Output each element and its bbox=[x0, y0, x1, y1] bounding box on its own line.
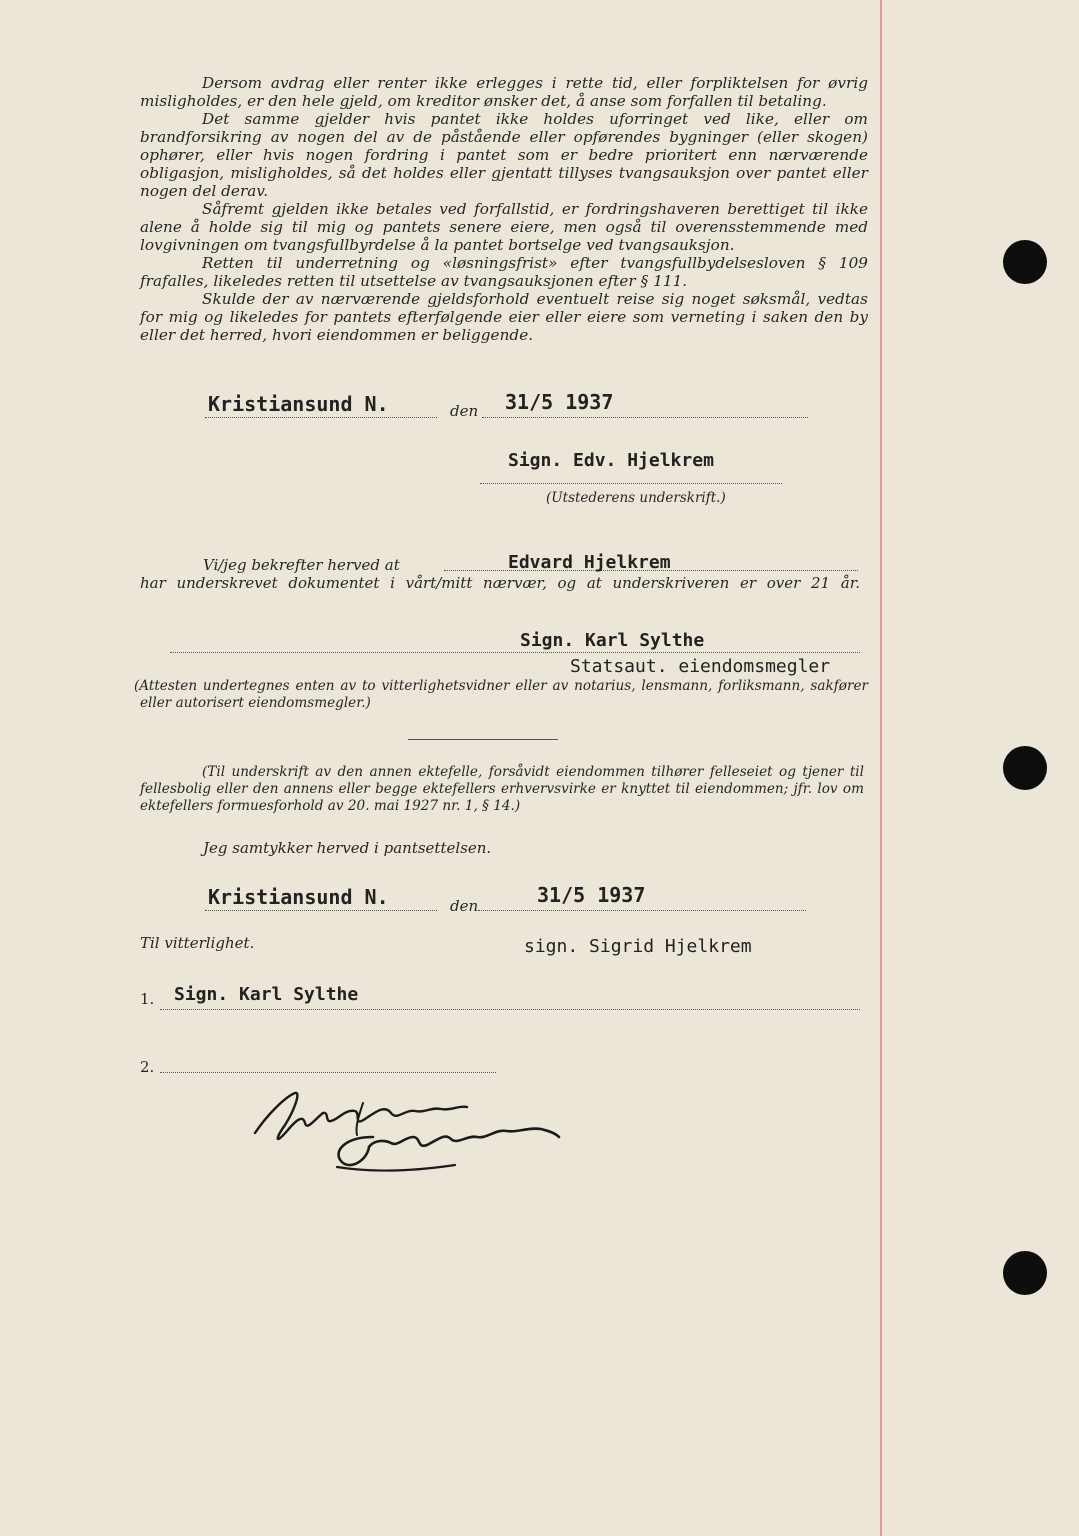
terms-paragraph: Skulde der av nærværende gjeldsforhold eventuelt reise sig noget søksmål, vedtas for mig og likeledes for pantets efterfølgende eier eller eiere som verneting i saken den by eller det herred, hvori eiendommen er beliggende. bbox=[140, 290, 868, 344]
terms-paragraph: Retten til underretning og «løsningsfrist» efter tvangsfullbydelsesloven § 109 frafalles, likeledes retten til utsettelse av tvangsauksjonen efter § 111. bbox=[140, 254, 868, 290]
dotted-line bbox=[480, 483, 782, 484]
witness-number: 2. bbox=[140, 1058, 155, 1076]
spouse-consent: Jeg samtykker herved i pantsettelsen. bbox=[203, 839, 492, 857]
attest-note-text: (Attesten undertegnes enten av to vitterlighetsvidner eller av notarius, lensmann, forliksmann, sakfører eller autorisert eiendomsmegler.) bbox=[134, 678, 868, 711]
den-label: den bbox=[450, 897, 479, 915]
dotted-line bbox=[482, 417, 808, 418]
handwritten-stroke bbox=[337, 1165, 455, 1171]
terms-paragraph: Såfremt gjelden ikke betales ved forfallstid, er fordringshaveren berettiget til ikke alene å holde sig til mig og pantets senere eiere, men også til overensstemmende med lovgivningen om tvangsfullbyrdelse å la pantet bortselge ved tvangsauksjon. bbox=[140, 200, 868, 254]
handwritten-signature bbox=[245, 1075, 575, 1185]
witness-1-signature: Sign. Karl Sylthe bbox=[174, 984, 359, 1005]
issue-date: 31/5 1937 bbox=[505, 390, 614, 414]
witness-title: Statsaut. eiendomsmegler bbox=[570, 656, 831, 677]
terms-paragraph: Dersom avdrag eller renter ikke erlegges i rette tid, eller forpliktelsen for øvrig misligholdes, er den hele gjeld, om kreditor ønsker det, å anse som forfallen til betaling. bbox=[140, 74, 868, 110]
spouse-note-text: (Til underskrift av den annen ektefelle, forsåvidt eiendommen tilhører felleseiet og tjener til fellesbolig eller den annens eller begge ektefellers erhvervsvirke er knyttet til eiendommen; jfr. lov om ektefellers formuesforhold av 20. mai 1927 nr. 1, § 14.) bbox=[140, 764, 864, 814]
handwritten-stroke bbox=[356, 1103, 363, 1135]
red-margin-line bbox=[880, 0, 882, 1536]
witness-signature: Sign. Karl Sylthe bbox=[520, 630, 705, 651]
dotted-line bbox=[205, 417, 437, 418]
attest-note bbox=[134, 678, 868, 712]
handwritten-stroke bbox=[255, 1093, 467, 1139]
punch-hole bbox=[1003, 240, 1047, 284]
issuer-signature-caption: (Utstederens underskrift.) bbox=[546, 490, 726, 506]
dotted-line bbox=[170, 652, 860, 653]
consent-date: 31/5 1937 bbox=[537, 883, 646, 907]
witness-number: 1. bbox=[140, 990, 155, 1008]
attest-prefix: Vi/jeg bekrefter herved at bbox=[203, 556, 400, 574]
den-label: den bbox=[450, 402, 479, 420]
attest-statement: har underskrevet dokumentet i vårt/mitt nærvær, og at underskriveren er over 21 år. bbox=[140, 574, 860, 592]
spouse-note bbox=[140, 764, 864, 815]
dotted-line bbox=[205, 910, 437, 911]
witness-label: Til vitterlighet. bbox=[140, 934, 255, 952]
consent-place: Kristiansund N. bbox=[208, 885, 389, 909]
terms-paragraph: Det samme gjelder hvis pantet ikke holdes uforringet ved like, eller om brandforsikring av nogen del av de påstående eller opførendes bygninger (eller skogen) ophører, eller hvis nogen fordring i pantet som er bedre prioritert enn nærværende obligasjon, misligholdes, så det holdes eller gjentatt tillyses tvangsauksjon over pantet eller nogen del derav. bbox=[140, 110, 868, 200]
punch-hole bbox=[1003, 1251, 1047, 1295]
punch-hole bbox=[1003, 746, 1047, 790]
separator-line bbox=[408, 739, 558, 740]
issue-place: Kristiansund N. bbox=[208, 392, 389, 416]
attested-name: Edvard Hjelkrem bbox=[508, 552, 671, 573]
issuer-signature: Sign. Edv. Hjelkrem bbox=[508, 450, 714, 471]
spouse-signature: sign. Sigrid Hjelkrem bbox=[524, 936, 752, 957]
dotted-line bbox=[160, 1072, 496, 1073]
terms-text bbox=[140, 74, 868, 344]
handwritten-stroke bbox=[339, 1129, 559, 1165]
dotted-line bbox=[160, 1009, 860, 1010]
dotted-line bbox=[478, 910, 806, 911]
